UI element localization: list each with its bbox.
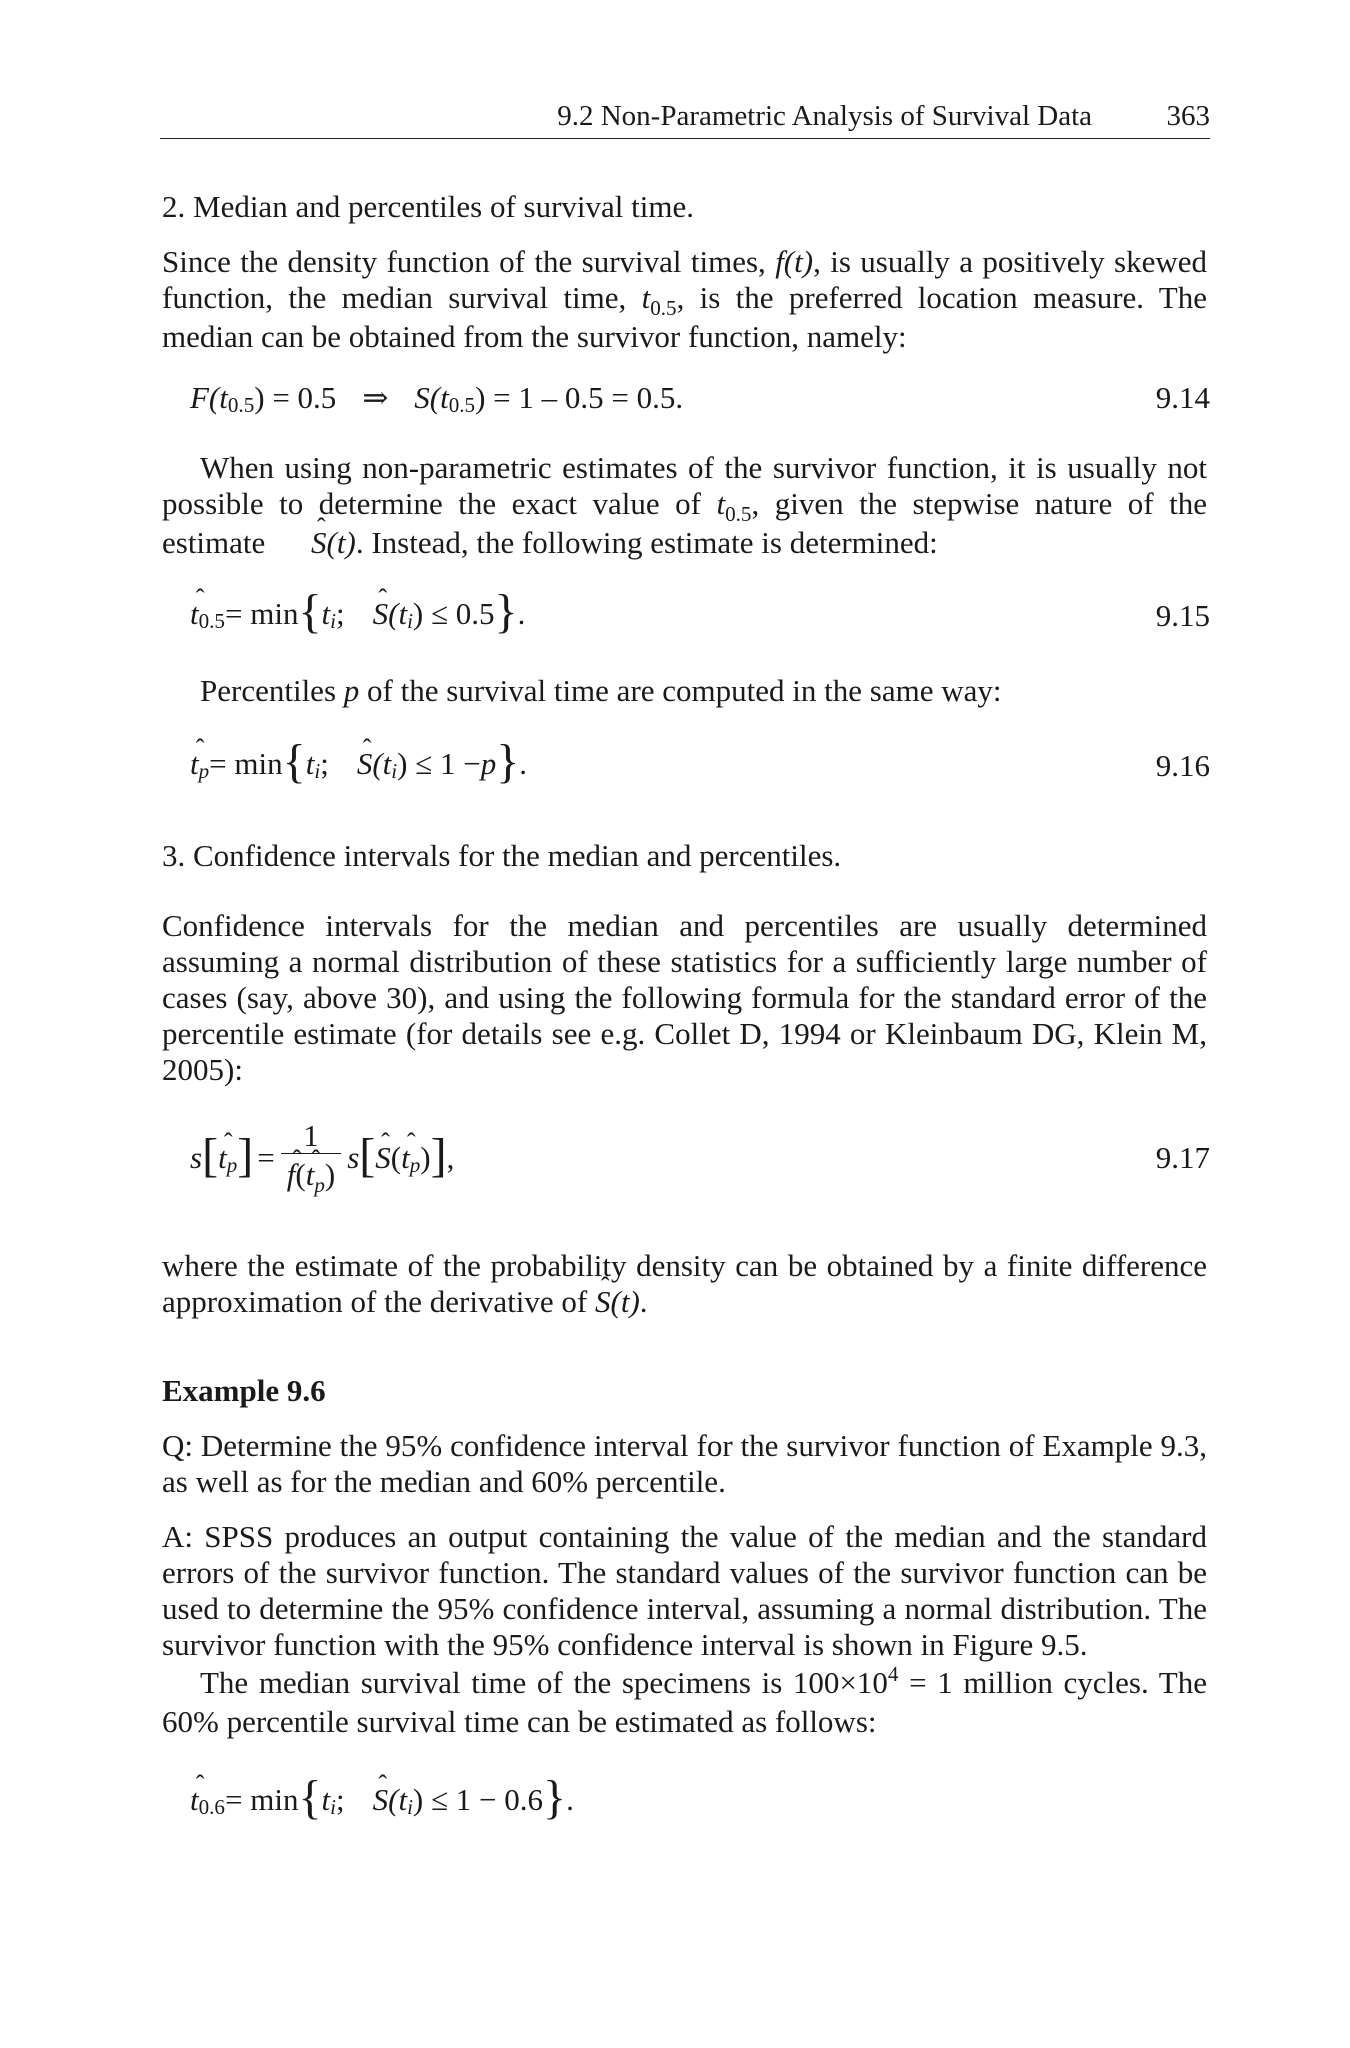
- equation-number-9-15: 9.15: [1155, 598, 1210, 633]
- equation-9-14: F( t 0.5 ) = 0.5 ⇒ S( t 0.5 ) = 1 – 0.5 = 0.5.: [190, 380, 684, 418]
- example-question: Q: Determine the 95% confidence interval for the survivor function of Example 9.3, as well as for the median and 60% percentile.: [162, 1428, 1207, 1499]
- equation-9-17: s [ t ˆ p ] = $\frac{1}{f ˆ(t ˆ_p)}$ s [ S ˆ ( t ˆ p ) ] ,: [190, 1118, 454, 1198]
- equation-percentile-60: t ˆ 0.6 = min { t i ; S ˆ (t i ) ≤ 1 − 0.6 } .: [190, 1776, 574, 1824]
- running-head: [160, 98, 1210, 139]
- equation-number-9-16: 9.16: [1155, 748, 1210, 783]
- section-2-paragraph-1: Since the density function of the survival times, f(t), is usually a positively skewed function, the median survival time, $t_{0.5}$, is the preferred location measure. The median can be obtained from the survivor function, namely:: [162, 244, 1207, 354]
- section-2-heading: 2. Median and percentiles of survival time.: [162, 189, 695, 224]
- fraction: $\frac{1}{f ˆ(t ˆ_p)}$: [281, 1119, 341, 1197]
- section-3-paragraph-2: where the estimate of the probability density can be obtained by a finite difference approximation of the derivative of S ˆ(t).: [162, 1248, 1207, 1320]
- example-title: Example 9.6: [162, 1373, 326, 1408]
- section-3-paragraph-1: Confidence intervals for the median and percentiles are usually determined assuming a normal distribution of these statistics for a sufficiently large number of cases (say, above 30), and using the following formula for the standard error of the percentile estimate (for details see e.g. Collet D, 1994 or Kleinbaum DG, Klein M, 2005):: [162, 908, 1207, 1087]
- section-3-heading: 3. Confidence intervals for the median and percentiles.: [162, 838, 842, 873]
- page-number: 363: [1166, 100, 1210, 132]
- equation-9-15: t ˆ 0.5 = min { t i ; S ˆ (t i ) ≤ 0.5 } .: [190, 590, 525, 638]
- section-2-paragraph-3: Percentiles p of the survival time are computed in the same way:: [200, 673, 1002, 708]
- equation-9-16: t ˆ p = min { t i ; S ˆ (t i ) ≤ 1 − p } .: [190, 740, 527, 788]
- example-answer-1: A: SPSS produces an output containing the value of the median and the standard errors of the survivor function. The standard values of the survivor function can be used to determine the 95% confidence interval, assuming a normal distribution. The survivor function with the 95% confidence interval is shown in Figure 9.5.: [162, 1519, 1207, 1662]
- running-title: 9.2 Non-Parametric Analysis of Survival Data: [557, 100, 1092, 132]
- equation-number-9-14: 9.14: [1155, 380, 1210, 415]
- section-2-paragraph-2: When using non-parametric estimates of the survivor function, it is usually not possible to determine the exact value of $t_{0.5}$, given the stepwise nature of the estimate S ˆ(t). Instead, the following estimate is determined:: [162, 450, 1207, 561]
- example-answer-2: The median survival time of the specimens is $100\times 10^4 = 1$ million cycles. The 60% percentile survival time can be estimated as follows:: [162, 1662, 1207, 1739]
- equation-number-9-17: 9.17: [1155, 1140, 1210, 1175]
